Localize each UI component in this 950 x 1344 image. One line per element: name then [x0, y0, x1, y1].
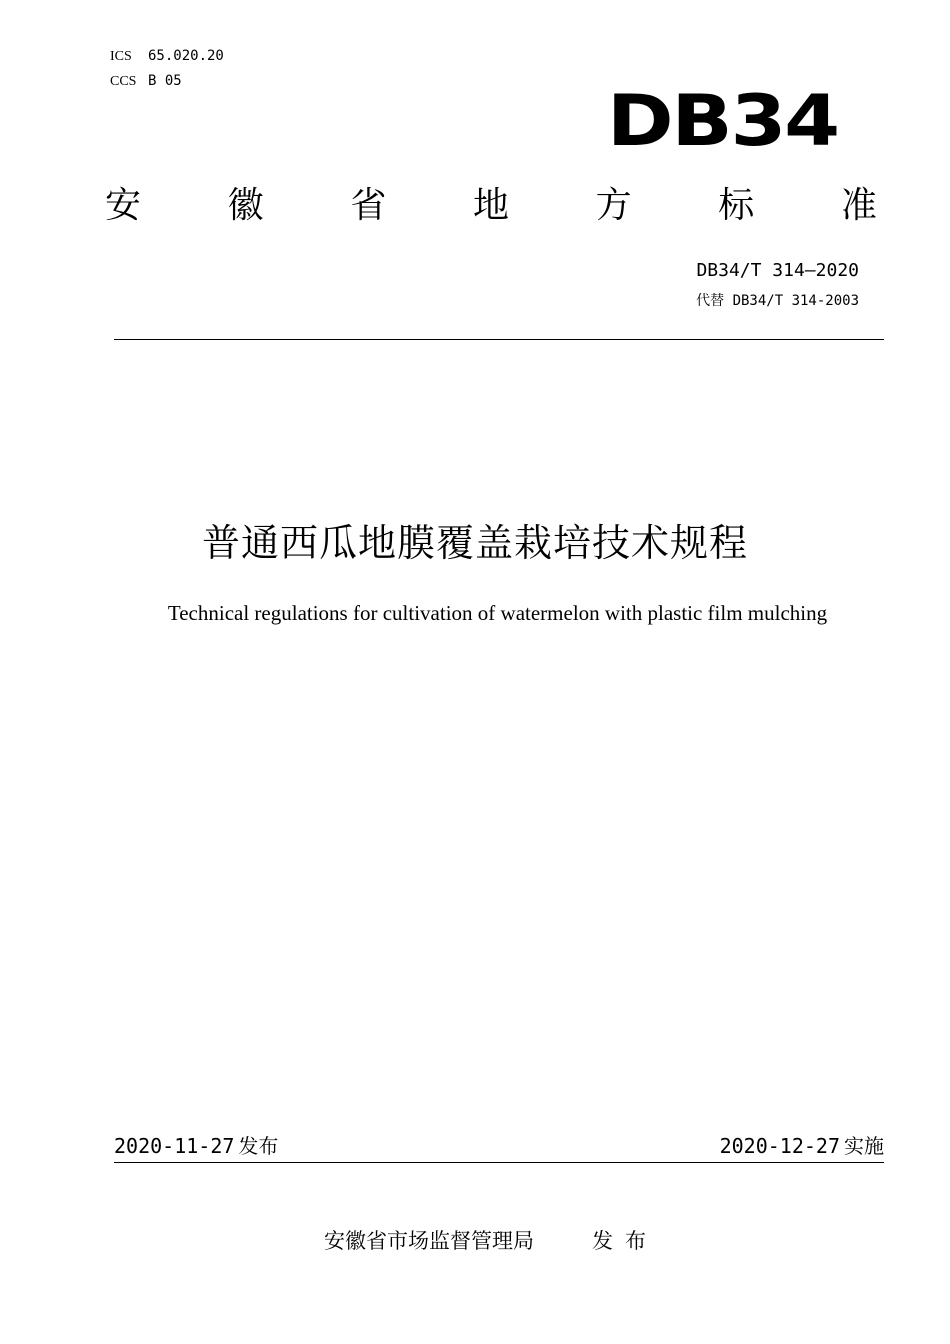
top-divider: [114, 339, 884, 340]
standard-type-char: 方: [595, 185, 632, 226]
ics-value: 65.020.20: [148, 48, 224, 64]
replaces-standard: 代替 DB34/T 314-2003: [696, 293, 859, 309]
standard-type-char: 徽: [227, 185, 264, 226]
publisher-name: 安徽省市场监督管理局: [324, 1229, 534, 1253]
implementation-date: [720, 1134, 884, 1158]
issue-date: [114, 1134, 278, 1158]
issue-date-value: 2020-11-27: [114, 1134, 235, 1158]
standard-type-char: 省: [350, 185, 387, 226]
document-title-cn: 普通西瓜地膜覆盖栽培技术规程: [201, 521, 748, 565]
ics-code: [110, 47, 224, 66]
publisher-action: 发布: [592, 1229, 658, 1253]
ccs-label: CCS: [110, 74, 137, 89]
ccs-code: [110, 72, 182, 91]
standard-type-char: 安: [105, 185, 142, 226]
standard-type-char: 标: [718, 185, 755, 226]
document-title-en: Technical regulations for cultivation of watermelon with plastic film mulching: [167, 601, 828, 625]
implementation-date-value: 2020-12-27: [719, 1134, 840, 1158]
standard-number: DB34/T 314—2020: [696, 260, 859, 281]
issue-date-suffix: 发布: [238, 1134, 279, 1158]
bottom-divider: [114, 1162, 884, 1163]
implementation-date-suffix: 实施: [844, 1134, 884, 1158]
db-mark-logo: DB34: [606, 80, 838, 162]
standard-type-char: 准: [840, 185, 877, 226]
standard-type-heading: [105, 184, 877, 228]
standard-type-char: 地: [472, 185, 509, 226]
ics-label: ICS: [110, 49, 132, 64]
ccs-value: B 05: [148, 73, 182, 89]
